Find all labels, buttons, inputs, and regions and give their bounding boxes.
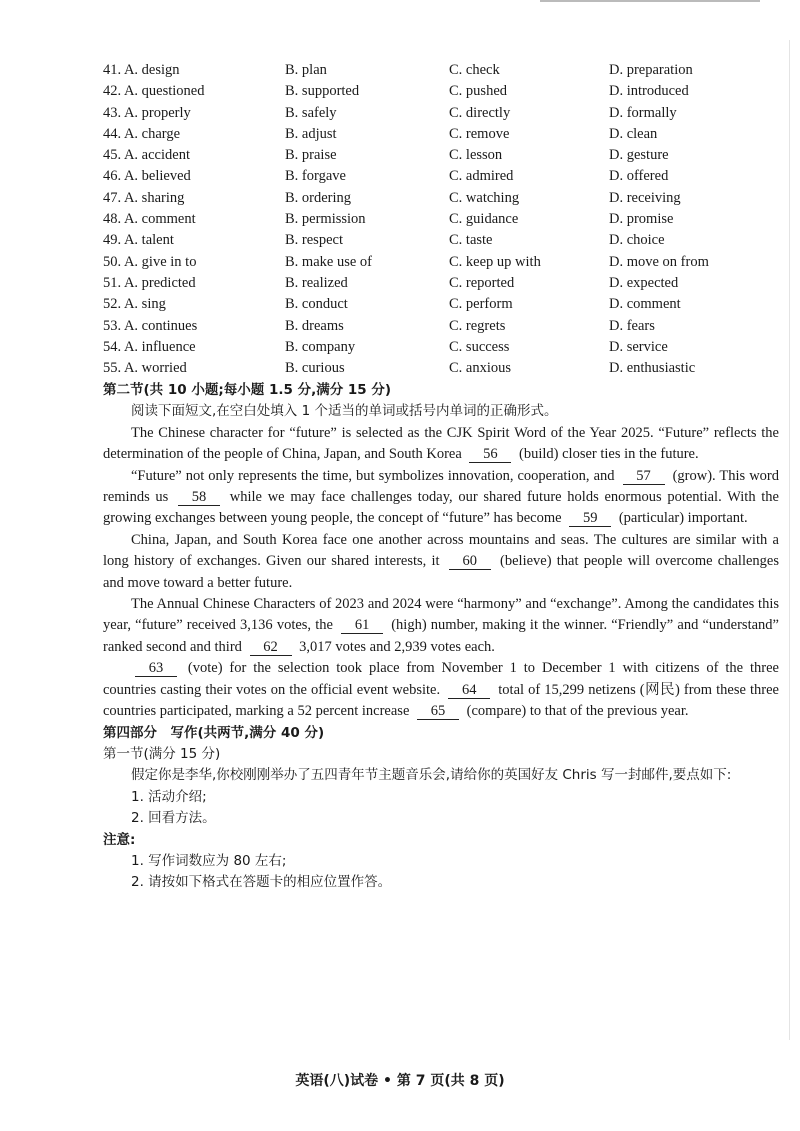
option-d: D. move on from	[609, 253, 709, 270]
passage-text: (build) closer ties in the future.	[515, 446, 699, 463]
option-a: 44. A. charge	[103, 125, 181, 142]
answer-blank: 62	[250, 639, 292, 656]
option-row	[103, 230, 783, 251]
passage-paragraph	[103, 530, 779, 594]
option-c: C. watching	[449, 189, 520, 206]
option-d: D. introduced	[609, 83, 689, 100]
option-d: D. offered	[609, 168, 669, 185]
point-item: 2. 回看方法。	[131, 810, 216, 827]
option-b: B. plan	[285, 62, 327, 78]
answer-blank: 58	[178, 489, 220, 506]
option-row	[103, 337, 783, 358]
option-c: C. admired	[449, 168, 514, 185]
option-c: C. success	[449, 338, 510, 355]
section2-heading: 第二节(共 10 小题;每小题 1.5 分,满分 15 分)	[103, 382, 392, 398]
option-d: D. promise	[609, 211, 674, 228]
option-a: 54. A. influence	[103, 338, 196, 355]
option-c: C. pushed	[449, 83, 507, 100]
part4-heading: 第四部分 写作(共两节,满分 40 分)	[103, 724, 325, 741]
option-row	[103, 60, 783, 81]
option-a: 46. A. believed	[103, 168, 191, 185]
section1-heading: 第一节(满分 15 分)	[103, 745, 221, 762]
passage-text: (vote) for the selection took place from November 1 to December 1 with citizens of the three countries casting their votes on the official event website.	[103, 660, 779, 698]
option-c: C. guidance	[449, 211, 519, 228]
answer-blank: 63	[135, 660, 177, 677]
option-row	[103, 188, 783, 209]
option-a: 55. A. worried	[103, 360, 187, 377]
option-d: D. clean	[609, 125, 658, 142]
answer-blank: 60	[449, 553, 491, 570]
answer-blank: 57	[623, 468, 665, 485]
option-a: 41. A. design	[103, 62, 180, 78]
option-d: D. comment	[609, 296, 681, 313]
option-d: D. formally	[609, 104, 677, 121]
option-d: D. expected	[609, 274, 679, 291]
passage-paragraph	[103, 423, 779, 466]
option-b: B. make use of	[285, 253, 372, 270]
option-c: C. remove	[449, 125, 510, 142]
option-a: 45. A. accident	[103, 147, 190, 164]
point-item: 1. 活动介绍;	[131, 788, 207, 805]
passage-text: (high) number, making it the winner. “Friendly” and “understand” ranked second and third	[103, 617, 779, 655]
passage-text: (particular) important.	[615, 510, 748, 527]
passage-text: while we may face challenges today, our shared future holds enormous potential. With the growing exchanges between young people, the concept of “future” has become	[103, 489, 779, 527]
option-d: D. preparation	[609, 62, 693, 78]
option-row	[103, 145, 783, 166]
option-b: B. dreams	[285, 317, 344, 334]
answer-blank: 56	[469, 446, 511, 463]
option-b: B. respect	[285, 232, 343, 249]
option-row	[103, 166, 783, 187]
passage-paragraph	[103, 594, 779, 658]
notes-label: 注意:	[103, 831, 136, 848]
option-c: C. perform	[449, 296, 513, 313]
answer-blank: 59	[569, 510, 611, 527]
option-b: B. realized	[285, 274, 348, 291]
option-d: D. choice	[609, 232, 665, 249]
option-a: 49. A. talent	[103, 232, 174, 249]
option-c: C. taste	[449, 232, 493, 249]
option-a: 51. A. predicted	[103, 274, 196, 291]
passage-text: The Chinese character for “future” is selected as the CJK Spirit Word of the Year 2025. “Future” reflects the determination of the people of China, Japan, and South Korea	[103, 424, 779, 463]
scan-edge-right	[789, 40, 790, 1040]
passage-paragraph	[103, 466, 779, 530]
passage-text: (believe) that people will overcome challenges and move toward a better future.	[103, 553, 779, 591]
passage-text: 3,017 votes and 2,939 votes each.	[295, 638, 495, 655]
option-c: C. keep up with	[449, 253, 541, 270]
option-d: D. service	[609, 338, 668, 355]
option-c: C. regrets	[449, 317, 506, 334]
option-a: 53. A. continues	[103, 317, 198, 334]
passage-text: (grow). This word reminds us	[103, 467, 779, 506]
option-a: 43. A. properly	[103, 104, 191, 121]
option-a: 50. A. give in to	[103, 253, 197, 270]
option-d: D. fears	[609, 317, 655, 334]
answer-blank: 61	[341, 617, 383, 634]
option-c: C. anxious	[449, 360, 512, 377]
passage-text: “Future” not only represents the time, but symbolizes innovation, cooperation, and	[131, 467, 619, 484]
passage-text: total of 15,299 netizens (网民) from these three countries participated, marking a 52 percent increase	[103, 681, 779, 720]
option-b: B. safely	[285, 104, 337, 121]
option-c: C. check	[449, 62, 500, 78]
passage-paragraph	[103, 658, 779, 722]
answer-blank: 64	[448, 682, 490, 699]
option-b: B. adjust	[285, 125, 337, 142]
option-a: 48. A. comment	[103, 211, 196, 228]
cloze-options-list	[103, 60, 783, 379]
passage-text: The Annual Chinese Characters of 2023 and 2024 were “harmony” and “exchange”. Among the candidates this year, “future” received 3,136 votes, the	[103, 596, 779, 634]
option-c: C. lesson	[449, 147, 503, 164]
option-b: B. permission	[285, 211, 366, 228]
note-item: 2. 请按如下格式在答题卡的相应位置作答。	[131, 874, 392, 891]
passage-text: China, Japan, and South Korea face one another across mountains and seas. The cultures are similar with a long history of exchanges. Given our shared interests, it	[103, 531, 779, 570]
option-b: B. ordering	[285, 189, 352, 206]
passage-text: (compare) to that of the previous year.	[463, 703, 689, 720]
option-d: D. gesture	[609, 147, 669, 164]
option-d: D. enthusiastic	[609, 360, 696, 377]
option-a: 42. A. questioned	[103, 83, 205, 100]
option-row	[103, 294, 783, 315]
writing-prompt: 假定你是李华,你校刚刚举办了五四青年节主题音乐会,请给你的英国好友 Chris 写一封邮件,要点如下:	[131, 767, 732, 784]
option-row	[103, 358, 783, 379]
option-b: B. company	[285, 338, 356, 355]
page-footer: 英语(八)试卷 • 第 7 页(共 8 页)	[295, 1073, 505, 1089]
option-row	[103, 252, 783, 273]
section2-instruction: 阅读下面短文,在空白处填入 1 个适当的单词或括号内单词的正确形式。	[131, 403, 558, 420]
option-row	[103, 209, 783, 230]
note-item: 1. 写作词数应为 80 左右;	[131, 852, 287, 869]
passage	[103, 423, 779, 723]
answer-blank: 65	[417, 703, 459, 720]
option-row	[103, 316, 783, 337]
option-d: D. receiving	[609, 189, 681, 206]
option-a: 47. A. sharing	[103, 189, 185, 206]
option-row	[103, 273, 783, 294]
option-row	[103, 81, 783, 102]
option-row	[103, 124, 783, 145]
option-c: C. directly	[449, 104, 511, 121]
option-a: 52. A. sing	[103, 296, 166, 313]
option-row	[103, 103, 783, 124]
option-b: B. praise	[285, 147, 337, 164]
scan-edge	[540, 0, 760, 2]
option-b: B. conduct	[285, 296, 348, 313]
document-body	[103, 380, 779, 894]
option-b: B. forgave	[285, 168, 346, 185]
option-b: B. curious	[285, 360, 345, 377]
option-c: C. reported	[449, 274, 515, 291]
option-b: B. supported	[285, 83, 360, 100]
